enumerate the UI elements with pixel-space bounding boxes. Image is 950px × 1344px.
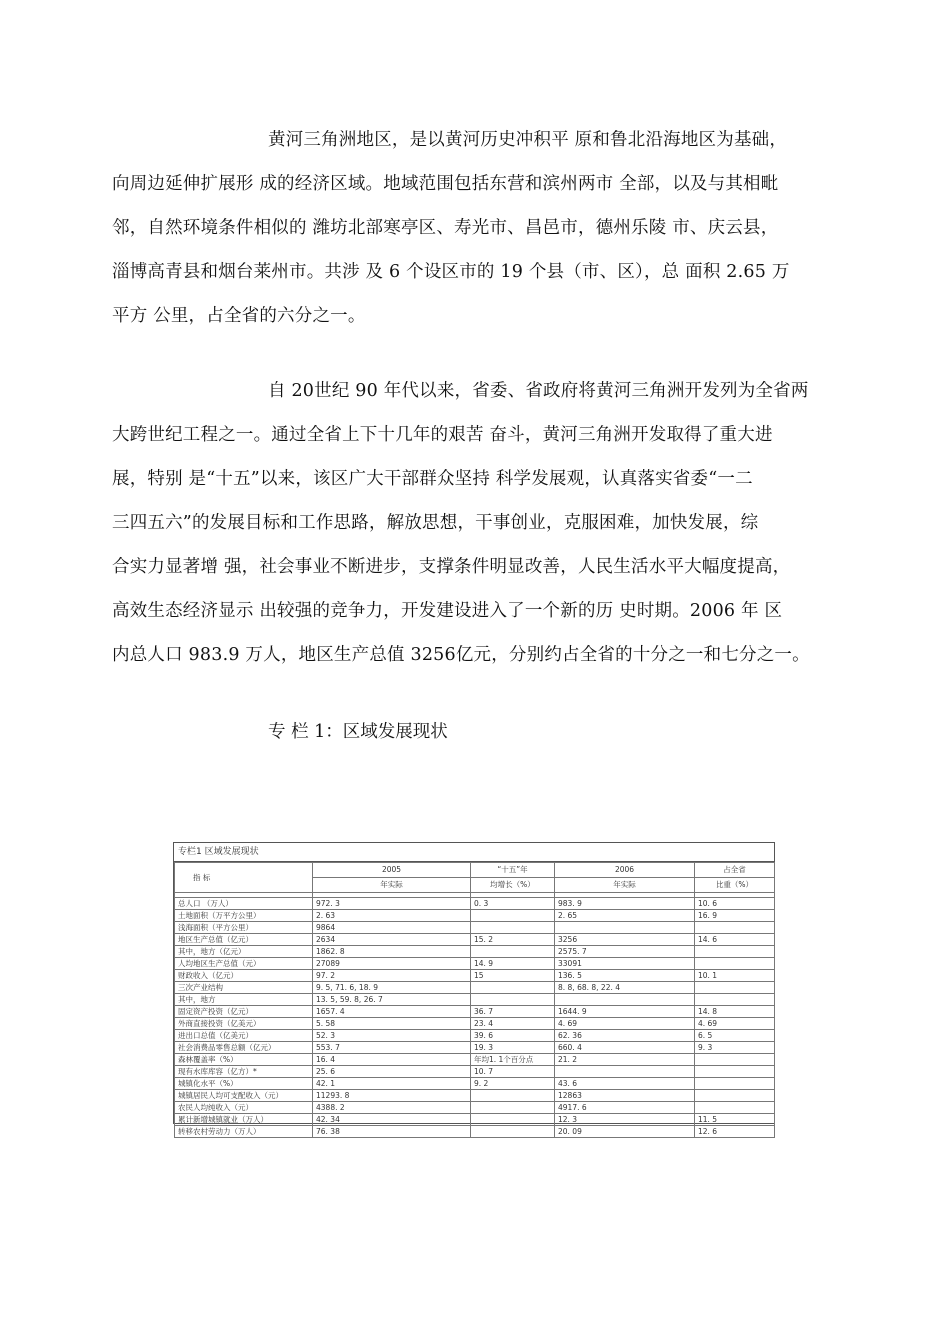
table-row — [175, 1090, 775, 1102]
growth-cell — [471, 922, 555, 934]
indicator-cell: 森林覆盖率（%） — [175, 1054, 313, 1066]
paragraph-line: 内总人口 983.9 万人，地区生产总值 3256亿元，分别约占全省的十分之一和七分之一。 — [112, 645, 810, 665]
paragraph-line: 邻，自然环境条件相似的 潍坊北部寒亭区、寿光市、昌邑市，德州乐陵 市、庆云县， — [112, 218, 779, 238]
growth-cell — [471, 1102, 555, 1114]
share-cell — [695, 958, 775, 970]
table-row — [175, 994, 775, 1006]
paragraph-line: 合实力显著增 强，社会事业不断进步，支撑条件明显改善，人民生活水平大幅度提高， — [112, 557, 791, 577]
value-2006-cell: 4. 69 — [555, 1018, 695, 1030]
table-row — [175, 982, 775, 994]
table-row — [175, 1006, 775, 1018]
paragraph-line: 大跨世纪工程之一。通过全省上下十几年的艰苦 奋斗，黄河三角洲开发取得了重大进 — [112, 425, 773, 445]
table-header-row — [175, 863, 775, 878]
growth-cell: 15 — [471, 970, 555, 982]
share-cell — [695, 946, 775, 958]
share-cell: 4. 69 — [695, 1018, 775, 1030]
value-2005-cell: 972. 3 — [313, 898, 471, 910]
value-2006-cell: 62. 36 — [555, 1030, 695, 1042]
value-2006-cell — [555, 922, 695, 934]
value-2006-cell — [555, 994, 695, 1006]
value-2005-cell: 42. 34 — [313, 1114, 471, 1126]
paragraph-line: 三四五六”的发展目标和工作思路，解放思想，干事创业，克服困难，加快发展，综 — [112, 513, 759, 533]
value-2005-cell: 13. 5, 59. 8, 26. 7 — [313, 994, 471, 1006]
value-2005-cell: 2634 — [313, 934, 471, 946]
growth-cell: 36. 7 — [471, 1006, 555, 1018]
table-row — [175, 1126, 775, 1138]
header-2006: 2006 — [555, 863, 695, 878]
value-2005-cell: 52. 3 — [313, 1030, 471, 1042]
indicator-cell: 进出口总值（亿美元） — [175, 1030, 313, 1042]
growth-cell: 0. 3 — [471, 898, 555, 910]
header-2006-sub: 年实际 — [555, 878, 695, 893]
value-2006-cell: 2575. 7 — [555, 946, 695, 958]
value-2005-cell: 5. 58 — [313, 1018, 471, 1030]
share-cell — [695, 994, 775, 1006]
growth-cell — [471, 1090, 555, 1102]
growth-cell — [471, 1126, 555, 1138]
growth-cell: 年均1. 1个百分点 — [471, 1054, 555, 1066]
value-2006-cell — [555, 1066, 695, 1078]
value-2005-cell: 76. 38 — [313, 1126, 471, 1138]
paragraph-line: 高效生态经济显示 出较强的竞争力，开发建设进入了一个新的历 史时期。2006 年 区 — [112, 601, 783, 621]
indicator-cell: 城镇化水平（%） — [175, 1078, 313, 1090]
value-2005-cell: 42. 1 — [313, 1078, 471, 1090]
share-cell: 10. 1 — [695, 970, 775, 982]
indicator-cell: 三次产业结构 — [175, 982, 313, 994]
table-row — [175, 898, 775, 910]
share-cell — [695, 1054, 775, 1066]
value-2005-cell: 11293. 8 — [313, 1090, 471, 1102]
paragraph-1 — [112, 118, 838, 338]
value-2005-cell: 2. 63 — [313, 910, 471, 922]
share-cell: 14. 8 — [695, 1006, 775, 1018]
value-2005-cell: 4388. 2 — [313, 1102, 471, 1114]
table-row — [175, 1114, 775, 1126]
indicator-cell: 现有水库库容（亿方）* — [175, 1066, 313, 1078]
table-row — [175, 1066, 775, 1078]
header-share: 占全省 — [695, 863, 775, 878]
growth-cell: 23. 4 — [471, 1018, 555, 1030]
share-cell: 10. 6 — [695, 898, 775, 910]
indicator-cell: 人均地区生产总值（元） — [175, 958, 313, 970]
value-2006-cell: 8. 8, 68. 8, 22. 4 — [555, 982, 695, 994]
growth-cell — [471, 946, 555, 958]
share-cell: 6. 5 — [695, 1030, 775, 1042]
table-row — [175, 1042, 775, 1054]
table-row — [175, 946, 775, 958]
value-2006-cell: 2. 65 — [555, 910, 695, 922]
share-cell — [695, 1078, 775, 1090]
value-2006-cell: 12863 — [555, 1090, 695, 1102]
growth-cell: 15. 2 — [471, 934, 555, 946]
indicator-cell: 转移农村劳动力（万人） — [175, 1126, 313, 1138]
paragraph-line: 黄河三角洲地区，是以黄河历史冲积平 原和鲁北沿海地区为基础， — [268, 130, 788, 150]
indicator-cell: 财政收入（亿元） — [175, 970, 313, 982]
table-row — [175, 1078, 775, 1090]
table-row — [175, 958, 775, 970]
value-2006-cell: 3256 — [555, 934, 695, 946]
paragraph-line: 展，特别 是“十五”以来，该区广大干部群众坚持 科学发展观，认真落实省委“一二 — [112, 469, 753, 489]
value-2006-cell: 983. 9 — [555, 898, 695, 910]
growth-cell — [471, 1114, 555, 1126]
share-cell: 16. 9 — [695, 910, 775, 922]
indicator-cell: 其中，地方（亿元） — [175, 946, 313, 958]
value-2005-cell: 16. 4 — [313, 1054, 471, 1066]
share-cell: 14. 6 — [695, 934, 775, 946]
share-cell: 9. 3 — [695, 1042, 775, 1054]
indicator-cell: 社会消费品零售总额（亿元） — [175, 1042, 313, 1054]
value-2006-cell: 43. 6 — [555, 1078, 695, 1090]
growth-cell: 10. 7 — [471, 1066, 555, 1078]
share-cell: 12. 6 — [695, 1126, 775, 1138]
indicator-cell: 固定资产投资（亿元） — [175, 1006, 313, 1018]
value-2006-cell: 1644. 9 — [555, 1006, 695, 1018]
value-2005-cell: 1862. 8 — [313, 946, 471, 958]
paragraph-line: 自 20世纪 90 年代以来，省委、省政府将黄河三角洲开发列为全省两 — [268, 381, 809, 401]
header-2005: 2005 — [313, 863, 471, 878]
value-2005-cell: 9864 — [313, 922, 471, 934]
indicator-cell: 累计新增城镇就业（万人） — [175, 1114, 313, 1126]
value-2005-cell: 25. 6 — [313, 1066, 471, 1078]
header-2005-sub: 年实际 — [313, 878, 471, 893]
value-2006-cell: 20. 09 — [555, 1126, 695, 1138]
share-cell — [695, 922, 775, 934]
share-cell — [695, 982, 775, 994]
table-row — [175, 1018, 775, 1030]
value-2006-cell: 33091 — [555, 958, 695, 970]
value-2006-cell: 660. 4 — [555, 1042, 695, 1054]
share-cell — [695, 1090, 775, 1102]
indicator-cell: 农民人均纯收入（元） — [175, 1102, 313, 1114]
indicator-cell: 其中，地方 — [175, 994, 313, 1006]
share-cell — [695, 1102, 775, 1114]
table-row — [175, 922, 775, 934]
value-2005-cell: 97. 2 — [313, 970, 471, 982]
data-table — [174, 862, 775, 1138]
paragraph-line: 平方 公里，占全省的六分之一。 — [112, 306, 366, 326]
indicator-cell: 城镇居民人均可支配收入（元） — [175, 1090, 313, 1102]
value-2006-cell: 21. 2 — [555, 1054, 695, 1066]
share-cell — [695, 1066, 775, 1078]
growth-cell — [471, 994, 555, 1006]
value-2005-cell: 553. 7 — [313, 1042, 471, 1054]
value-2006-cell: 4917. 6 — [555, 1102, 695, 1114]
paragraph-line: 淄博高青县和烟台莱州市。共涉 及 6 个设区市的 19 个县（市、区），总 面积 2.65 万 — [112, 262, 790, 282]
growth-cell: 19. 3 — [471, 1042, 555, 1054]
table-row — [175, 910, 775, 922]
indicator-cell: 外商直接投资（亿美元） — [175, 1018, 313, 1030]
value-2005-cell: 9. 5, 71. 6, 18. 9 — [313, 982, 471, 994]
header-share-sub: 比重（%） — [695, 878, 775, 893]
table-row — [175, 970, 775, 982]
table-caption: 专 栏 1：区域发展现状 — [268, 722, 448, 742]
indicator-cell: 浅海面积（平方公里） — [175, 922, 313, 934]
header-15th-plan-sub: 均增长（%） — [471, 878, 555, 893]
value-2005-cell: 1657. 4 — [313, 1006, 471, 1018]
data-table-figure — [173, 842, 775, 1136]
table-row — [175, 1054, 775, 1066]
value-2006-cell: 136. 5 — [555, 970, 695, 982]
table-row — [175, 934, 775, 946]
indicator-cell: 总人口 （万人） — [175, 898, 313, 910]
header-indicator: 指 标 — [175, 863, 313, 893]
table-title: 专栏1 区域发展现状 — [174, 843, 774, 862]
growth-cell: 9. 2 — [471, 1078, 555, 1090]
indicator-cell: 土地面积（万平方公里） — [175, 910, 313, 922]
header-15th-plan: “十五”年 — [471, 863, 555, 878]
growth-cell — [471, 910, 555, 922]
paragraph-line: 向周边延伸扩展形 成的经济区域。地域范围包括东营和滨州两市 全部，以及与其相毗 — [112, 174, 779, 194]
share-cell: 11. 5 — [695, 1114, 775, 1126]
table-row — [175, 1030, 775, 1042]
value-2005-cell: 27089 — [313, 958, 471, 970]
growth-cell: 14. 9 — [471, 958, 555, 970]
table-row — [175, 1102, 775, 1114]
value-2006-cell: 12. 3 — [555, 1114, 695, 1126]
paragraph-2 — [112, 369, 838, 677]
growth-cell — [471, 982, 555, 994]
indicator-cell: 地区生产总值（亿元） — [175, 934, 313, 946]
growth-cell: 39. 6 — [471, 1030, 555, 1042]
